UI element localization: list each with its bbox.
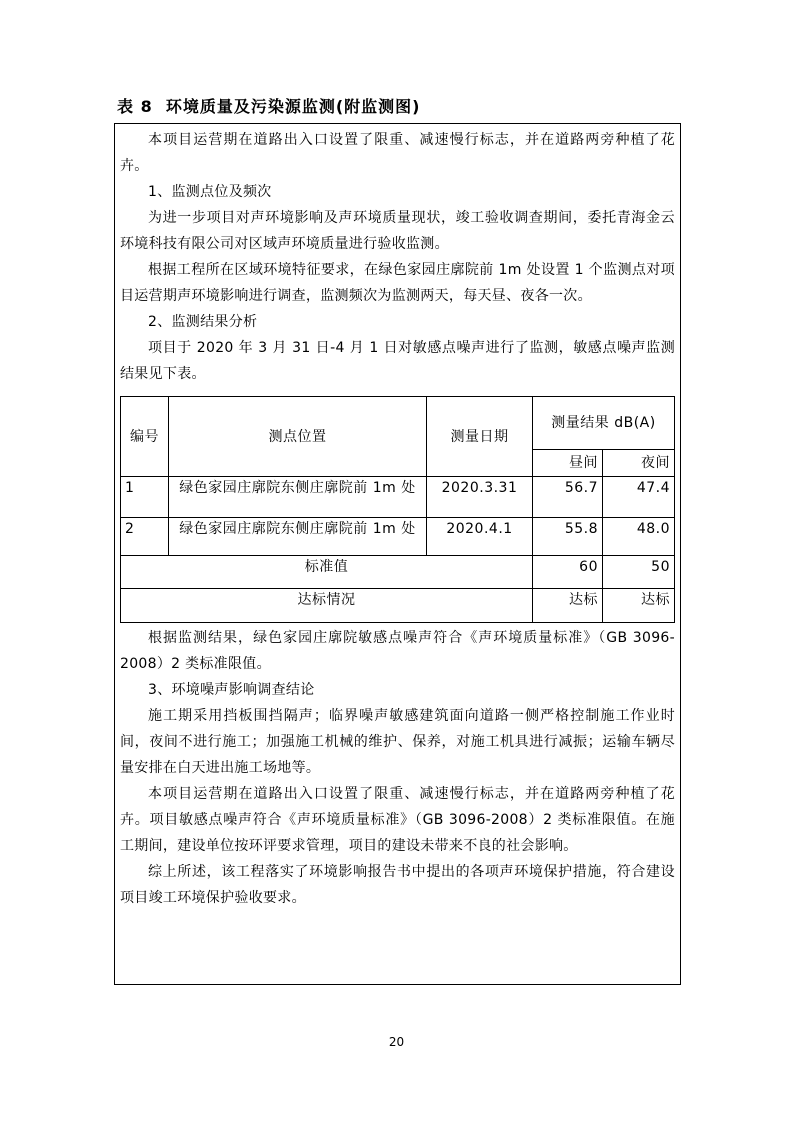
row1-number: 1: [121, 477, 169, 518]
paragraph-1a: 为进一步项目对声环境影响及声环境质量现状，竣工验收调查期间，委托青海金云环境科技有限公司对区域声环境质量进行验收监测。: [120, 210, 675, 252]
header-date: 测量日期: [427, 397, 533, 477]
header-location: 测点位置: [169, 397, 427, 477]
row1-night-value: 47.4: [603, 477, 675, 518]
row2-number: 2: [121, 518, 169, 556]
content-box: [114, 123, 681, 985]
standard-label: 标准值: [121, 556, 533, 589]
section-heading-1: 1、监测点位及频次: [148, 184, 272, 200]
paragraph-intro: 本项目运营期在道路出入口设置了限重、减速慢行标志，并在道路两旁种植了花卉。: [120, 132, 675, 174]
standard-day-value: 60: [533, 556, 603, 589]
compliance-label: 达标情况: [121, 589, 533, 623]
paragraph-3c: 综上所述，该工程落实了环境影响报告书中提出的各项声环境保护措施，符合建设项目竣工环境保护验收要求。: [120, 864, 675, 906]
compliance-night-value: 达标: [603, 589, 675, 623]
row1-day-value: 56.7: [533, 477, 603, 518]
table-header-row: [121, 397, 675, 450]
noise-monitoring-table: [120, 396, 675, 623]
header-number: 编号: [121, 397, 169, 477]
standard-value-row: [121, 556, 675, 589]
paragraph-2b: 根据监测结果，绿色家园庄廓院敏感点噪声符合《声环境质量标准》（GB 3096-2008）2 类标准限值。: [120, 630, 675, 672]
table-row: [121, 477, 675, 518]
header-result: 测量结果 dB(A): [533, 397, 675, 450]
row2-day-value: 55.8: [533, 518, 603, 556]
row2-date: 2020.4.1: [427, 518, 533, 556]
paragraph-1b: 根据工程所在区域环境特征要求，在绿色家园庄廓院前 1m 处设置 1 个监测点对项目运营期声环境影响进行调查，监测频次为监测两天，每天昼、夜各一次。: [120, 262, 675, 304]
standard-night-value: 50: [603, 556, 675, 589]
row2-location: 绿色家园庄廓院东侧庄廓院前 1m 处: [169, 518, 427, 556]
paragraph-3b: 本项目运营期在道路出入口设置了限重、减速慢行标志，并在道路两旁种植了花卉。项目敏感点噪声符合《声环境质量标准》（GB 3096-2008）2 类标准限值。在施工期间，建设单位按环评要求管理，项目的建设未带来不良的社会影响。: [120, 786, 675, 854]
page-title: 表 8 环境质量及污染源监测(附监测图): [117, 97, 421, 116]
paragraph-2a: 项目于 2020 年 3 月 31 日-4 月 1 日对敏感点噪声进行了监测，敏感点噪声监测结果见下表。: [120, 340, 675, 382]
page-number: 20: [388, 1035, 405, 1049]
row2-night-value: 48.0: [603, 518, 675, 556]
compliance-day-value: 达标: [533, 589, 603, 623]
section-heading-2: 2、监测结果分析: [148, 314, 258, 330]
subheader-night: 夜间: [603, 450, 675, 477]
table-row: [121, 518, 675, 556]
row1-date: 2020.3.31: [427, 477, 533, 518]
paragraph-3a: 施工期采用挡板围挡隔声；临界噪声敏感建筑面向道路一侧严格控制施工作业时间，夜间不进行施工；加强施工机械的维护、保养，对施工机具进行减振；运输车辆尽量安排在白天进出施工场地等。: [120, 708, 675, 776]
section-heading-3: 3、环境噪声影响调查结论: [148, 682, 315, 698]
compliance-row: [121, 589, 675, 623]
subheader-day: 昼间: [533, 450, 603, 477]
row1-location: 绿色家园庄廓院东侧庄廓院前 1m 处: [169, 477, 427, 518]
